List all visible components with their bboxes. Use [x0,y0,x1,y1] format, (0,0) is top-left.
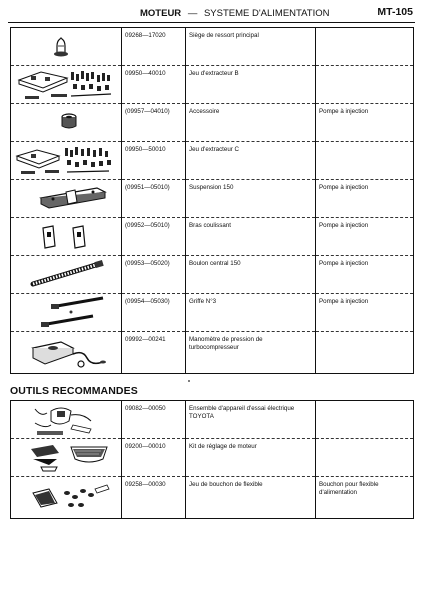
tool-number: (09957—04010) [122,104,186,142]
puller-set-b-icon [11,66,121,104]
tool-note: Pompe à injection [316,294,414,332]
tool-image-cell [11,332,122,374]
tool-note: Pompe à injection [316,104,414,142]
tool-image-cell [11,104,122,142]
tool-image-cell [11,401,122,439]
tool-image-cell [11,294,122,332]
tool-note [316,332,414,374]
center-bolt-icon [11,256,121,294]
tool-description: Accessoire [186,104,316,142]
tool-image-cell [11,256,122,294]
tool-image-cell [11,218,122,256]
tool-note: Bouchon pour flexible d'alimentation [316,477,414,519]
table-row [11,180,414,218]
tool-description: Manomètre de pression de turbocompresseur [186,332,316,374]
tool-description: Jeu de bouchon de flexible [186,477,316,519]
tool-number: (09951—05010) [122,180,186,218]
tool-note [316,142,414,180]
tool-description: Suspension 150 [186,180,316,218]
title-dash: — [187,8,198,19]
header-rule [8,22,415,23]
tool-image-cell [11,180,122,218]
page-header [8,6,415,22]
table-row [11,142,414,180]
tool-note [316,28,414,66]
tool-number: 09200—00010 [122,439,186,477]
tool-note: Pompe à injection [316,256,414,294]
attachment-icon [11,104,121,142]
tool-description: Griffe N°3 [186,294,316,332]
tool-number: (09953—05020) [122,256,186,294]
claw-icon [11,294,121,332]
table-row [11,332,414,374]
tool-description: Jeu d'extracteur C [186,142,316,180]
tool-number: 09082—00050 [122,401,186,439]
recommended-tools-heading: OUTILS RECOMMANDES [10,385,138,397]
print-speck [188,380,190,382]
tool-description: Boulon central 150 [186,256,316,294]
tool-number: (09952—05010) [122,218,186,256]
puller-set-c-icon [11,142,121,180]
tool-number: 09992—00241 [122,332,186,374]
sst-table [10,27,414,374]
table-row [11,66,414,104]
tool-note [316,401,414,439]
tool-image-cell [11,142,122,180]
tool-description: Ensemble d'appareil d'essai électrique TOYOTA [186,401,316,439]
table-row [11,218,414,256]
engine-adjust-kit-icon [11,439,121,477]
table-row [11,401,414,439]
tool-number: 09950—50010 [122,142,186,180]
slide-arm-icon [11,218,121,256]
table-row [11,294,414,332]
tool-description: Kit de réglage de moteur [186,439,316,477]
recommended-tools-table [10,400,414,519]
tool-note [316,439,414,477]
tool-description: Jeu d'extracteur B [186,66,316,104]
tool-image-cell [11,477,122,519]
hanger-icon [11,180,121,218]
table-row [11,256,414,294]
tool-note: Pompe à injection [316,180,414,218]
tool-image-cell [11,28,122,66]
tool-description: Bras coulissant [186,218,316,256]
table-row [11,28,414,66]
table-row [11,477,414,519]
page-number: MT-105 [377,6,413,18]
tool-number: 09258—00030 [122,477,186,519]
table-row [11,104,414,142]
tool-image-cell [11,66,122,104]
spring-seat-icon [11,28,121,66]
tool-number: (09954—05030) [122,294,186,332]
table-row [11,439,414,477]
tool-image-cell [11,439,122,477]
section-name: MOTEUR [140,8,182,19]
tool-note: Pompe à injection [316,218,414,256]
tool-number: 09950—40010 [122,66,186,104]
hose-plug-icon [11,477,121,519]
electrical-tester-icon [11,401,121,439]
subsection-name: SYSTEME D'ALIMENTATION [203,8,330,19]
tool-number: 09268—17020 [122,28,186,66]
pressure-gauge-icon [11,332,121,374]
page-title [140,8,329,19]
tool-description: Siège de ressort principal [186,28,316,66]
tool-note [316,66,414,104]
